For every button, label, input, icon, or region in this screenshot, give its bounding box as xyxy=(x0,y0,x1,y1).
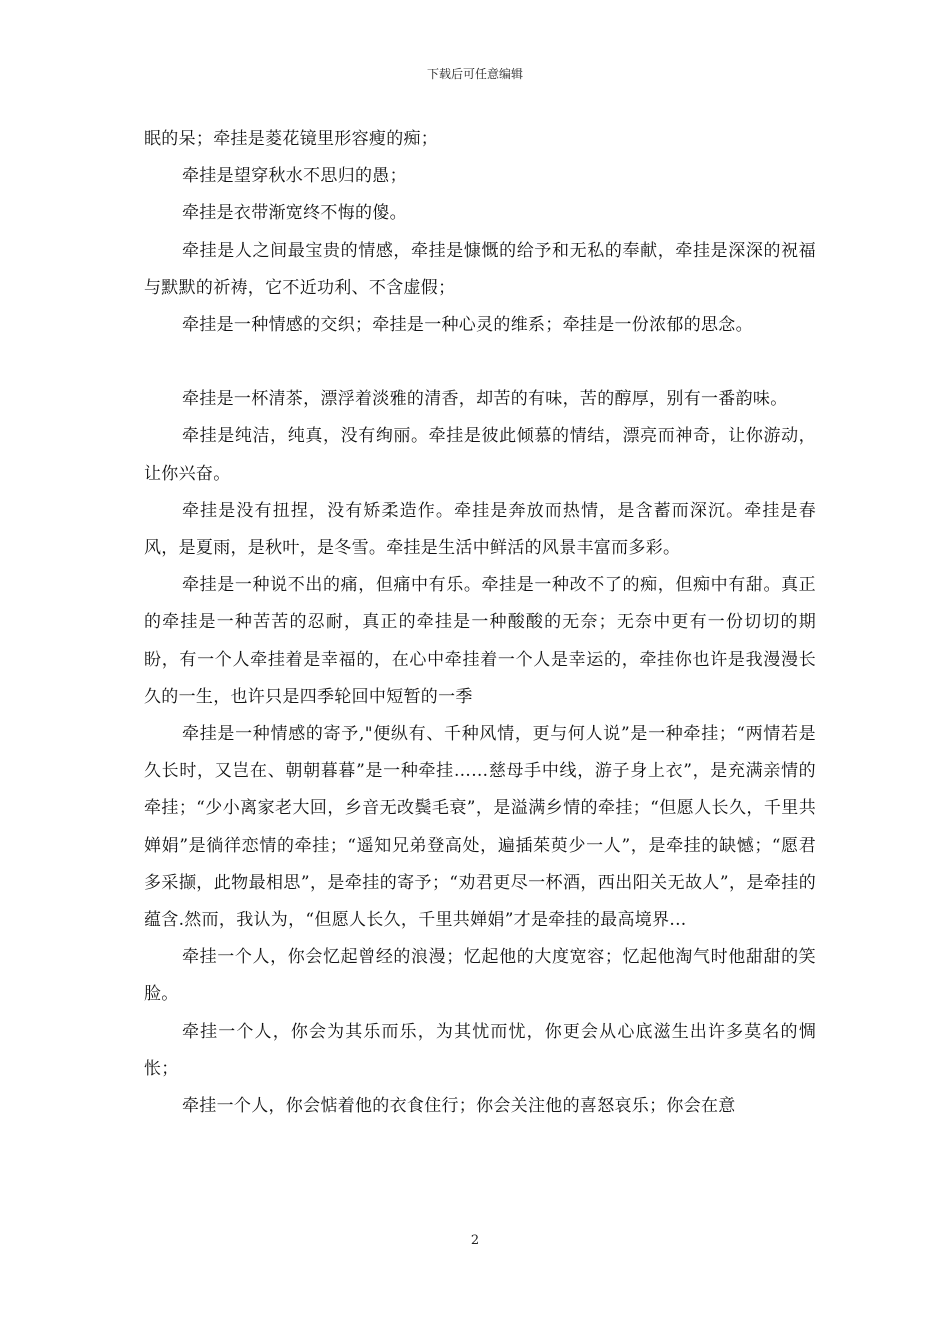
paragraph-12: 牵挂一个人，你会为其乐而乐，为其忧而忧，你更会从心底滋生出许多莫名的惆怅； xyxy=(144,1021,816,1079)
blank-line xyxy=(144,344,816,381)
paragraph-6: 牵挂是一杯清茶，漂浮着淡雅的清香，却苦的有味，苦的醇厚，别有一番韵味。 xyxy=(182,389,788,410)
paragraph-4: 牵挂是人之间最宝贵的情感，牵挂是慷慨的给予和无私的奉献，牵挂是深深的祝福与默默的祈祷，它不近功利、不含虚假； xyxy=(144,240,816,298)
paragraph-3: 牵挂是衣带渐宽终不悔的傻。 xyxy=(182,203,407,224)
paragraph-2: 牵挂是望穿秋水不思归的愚； xyxy=(182,166,407,187)
paragraph-13: 牵挂一个人，你会惦着他的衣食住行；你会关注他的喜怒哀乐；你会在意 xyxy=(182,1096,736,1117)
paragraph-9: 牵挂是一种说不出的痛，但痛中有乐。牵挂是一种改不了的痴，但痴中有甜。真正的牵挂是一种苦苦的忍耐，真正的牵挂是一种酸酸的无奈；无奈中更有一份切切的期盼，有一个人牵挂着是幸福的，在心中牵挂着一个人是幸运的，牵挂你也许是我漫漫长久的一生，也许只是四季轮回中短暂的一季 xyxy=(144,575,816,707)
document-body xyxy=(144,121,816,1125)
paragraph-7: 牵挂是纯洁，纯真，没有绚丽。牵挂是彼此倾慕的情结，漂亮而神奇，让你游动，让你兴奋。 xyxy=(144,426,816,484)
paragraph-8: 牵挂是没有扭捏，没有矫柔造作。牵挂是奔放而热情，是含蓄而深沉。牵挂是春风，是夏雨，是秋叶，是冬雪。牵挂是生活中鲜活的风景丰富而多彩。 xyxy=(144,500,816,559)
paragraph-10: 牵挂是一种情感的寄予,"便纵有、千种风情，更与何人说”是一种牵挂；“两情若是久长时，又岂在、朝朝暮暮”是一种牵挂……慈母手中线，游子身上衣”，是充满亲情的牵挂；“少小离家老大回，乡音无改鬓毛衰”，是溢满乡情的牵挂；“但愿人长久，千里共婵娟”是徜徉恋情的牵挂；“遥知兄弟登高处，遍插茱萸少一人”，是牵挂的缺憾；“愿君多采撷，此物最相思”，是牵挂的寄予；“劝君更尽一杯酒，西出阳关无故人”，是牵挂的蕴含.然而，我认为，“但愿人长久，千里共婵娟”才是牵挂的最高境界... xyxy=(144,724,816,931)
page-number: 2 xyxy=(470,1233,480,1248)
paragraph-1: 眠的呆；牵挂是菱花镜里形容瘦的痴； xyxy=(144,129,439,149)
paragraph-5: 牵挂是一种情感的交织；牵挂是一种心灵的维系；牵挂是一份浓郁的思念。 xyxy=(182,315,753,336)
paragraph-11: 牵挂一个人，你会忆起曾经的浪漫；忆起他的大度宽容；忆起他淘气时他甜甜的笑脸。 xyxy=(144,947,816,1005)
page-header: 下载后可任意编辑 xyxy=(426,67,523,81)
